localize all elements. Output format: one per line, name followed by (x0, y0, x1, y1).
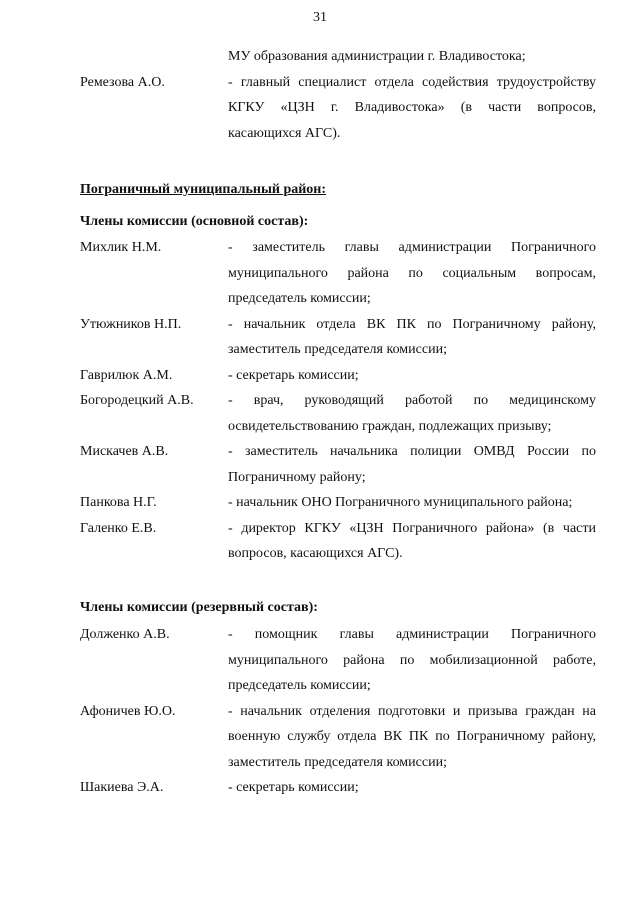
document-body (80, 44, 596, 801)
member-name: Гаврилюк А.М. (80, 367, 173, 383)
member-description: - главный специалист отдела содействия трудоустройству КГКУ «ЦЗН г. Владивостока» (в части вопросов, касающихся АГС). (228, 74, 596, 141)
member-name: Михлик Н.М. (80, 240, 162, 255)
member-description: - секретарь комиссии; (228, 780, 359, 795)
list-item (80, 775, 596, 801)
intro-entry (80, 70, 596, 147)
member-name: Афоничев Ю.О. (80, 703, 176, 719)
list-item (80, 312, 596, 363)
member-name: Утюжников Н.П. (80, 316, 182, 332)
member-description: - врач, руководящий работой по медицинскому освидетельствованию граждан, подлежащих призыву; (228, 393, 596, 434)
intro-continuation-text: МУ образования администрации г. Владивостока; (228, 49, 526, 64)
member-description: - директор КГКУ «ЦЗН Пограничного района» (в части вопросов, касающихся АГС). (228, 520, 596, 561)
member-description: - начальник ОНО Пограничного муниципального района; (228, 495, 573, 510)
list-item (80, 490, 596, 516)
list-item (80, 388, 596, 439)
page-number: 31 (313, 10, 327, 25)
list-item (80, 699, 596, 776)
reserve-members-list (80, 622, 596, 801)
member-description: - заместитель главы администрации Пограничного муниципального района по социальным вопросам, председатель комиссии; (228, 240, 596, 306)
member-name: Панкова Н.Г. (80, 495, 157, 510)
list-item (80, 363, 596, 389)
district-title: Пограничный муниципальный район: (80, 182, 327, 197)
list-item (80, 439, 596, 490)
member-name: Богородецкий А.В. (80, 393, 194, 408)
member-description: - помощник главы администрации Пограничного муниципального района по мобилизационной работе, председатель комиссии; (228, 627, 596, 693)
member-name: Шакиева Э.А. (80, 780, 164, 795)
member-description: - секретарь комиссии; (228, 367, 359, 383)
member-description: - начальник отдела ВК ПК по Пограничному району, заместитель председателя комиссии; (228, 316, 596, 357)
member-name: Мискачев А.В. (80, 444, 169, 459)
member-name: Долженко А.В. (80, 627, 170, 642)
member-name: Ремезова А.О. (80, 74, 165, 90)
member-name: Галенко Е.В. (80, 520, 157, 536)
list-item (80, 235, 596, 312)
list-item (80, 516, 596, 567)
member-description: - начальник отделения подготовки и призыва граждан на военную службу отдела ВК ПК по Пограничному району, заместитель председателя комиссии; (228, 703, 596, 770)
main-members-list (80, 235, 596, 567)
list-item (80, 622, 596, 699)
reserve-section-heading: Члены комиссии (резервный состав): (80, 599, 318, 615)
main-section-heading: Члены комиссии (основной состав): (80, 213, 309, 229)
member-description: - заместитель начальника полиции ОМВД России по Пограничному району; (228, 444, 596, 485)
